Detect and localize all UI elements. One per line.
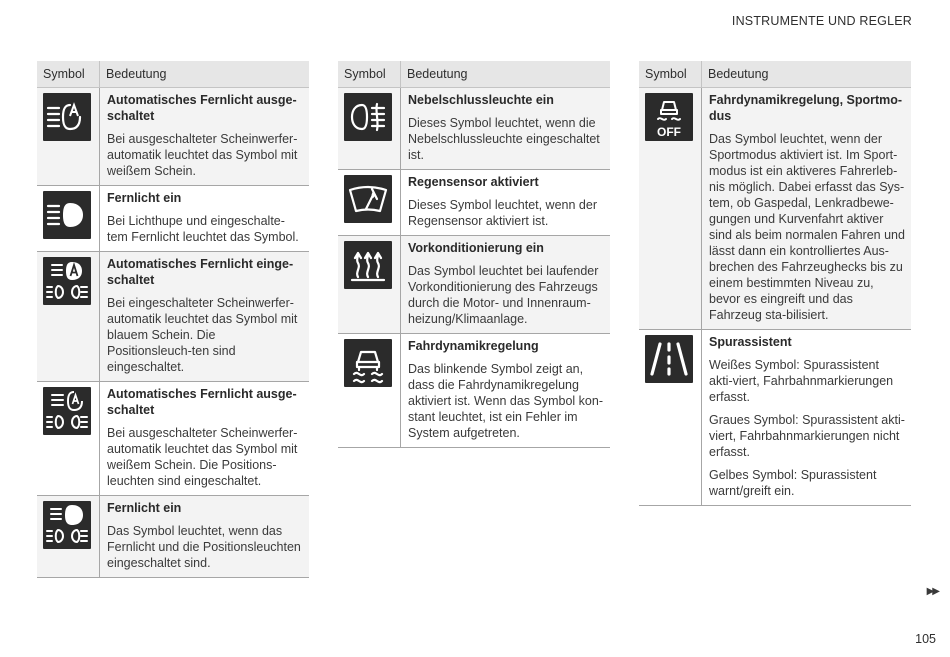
table-row (338, 236, 610, 334)
item-description: Bei eingeschalteter Scheinwerfer-automatik leuchtet das Symbol mit blauem Schein. Die Positionsleuch-ten sind eingeschaltet. (107, 296, 298, 374)
preconditioning-icon (344, 241, 392, 289)
table-row (37, 88, 309, 186)
column-header-symbol: Symbol (338, 61, 401, 88)
item-title: Nebelschlussleuchte ein (408, 93, 554, 107)
table-row (639, 88, 911, 330)
item-description: Bei ausgeschalteter Scheinwerfer-automatik leuchtet das Symbol mit weißem Schein. (107, 132, 298, 178)
symbol-table-2 (338, 61, 610, 448)
table-row (338, 334, 610, 448)
table-row (338, 88, 610, 170)
table-row (37, 186, 309, 252)
auto-high-beam-off-icon (43, 93, 91, 141)
item-description: Bei ausgeschalteter Scheinwerfer-automatik leuchtet das Symbol mit weißem Schein. Die Positions-leuchten sind eingeschaltet. (107, 426, 298, 488)
item-description: Gelbes Symbol: Spurassistent warnt/greift ein. (709, 468, 877, 498)
column-header-meaning: Bedeutung (702, 61, 912, 88)
table-row (338, 170, 610, 236)
symbol-table-3 (639, 61, 911, 506)
rain-sensor-icon (344, 175, 392, 223)
item-title: Automatisches Fernlicht einge-schaltet (107, 257, 294, 287)
stability-off-icon (645, 93, 693, 141)
item-title: Spurassistent (709, 335, 792, 349)
item-title: Regensensor aktiviert (408, 175, 539, 189)
table-row (37, 496, 309, 578)
column-header-symbol: Symbol (37, 61, 100, 88)
item-description: Das Symbol leuchtet, wenn das Fernlicht und die Positionsleuchten eingeschaltet sind. (107, 524, 301, 570)
item-title: Fernlicht ein (107, 501, 182, 515)
column-header-meaning: Bedeutung (401, 61, 611, 88)
column-header-symbol: Symbol (639, 61, 702, 88)
column-header-meaning: Bedeutung (100, 61, 310, 88)
section-title: INSTRUMENTE UND REGLER (731, 14, 912, 28)
auto-high-beam-position-icon (43, 387, 91, 435)
symbol-table-1 (37, 61, 309, 578)
item-title: Automatisches Fernlicht ausge-schaltet (107, 387, 297, 417)
item-description: Das Symbol leuchtet, wenn der Sportmodus aktiviert ist. Im Sport-modus ist ein aktiveres Fahrerleb-nis möglich. Dabei erfasst das Sys-tem, ob Gaspedal, Lenkradbewe-gungen und Kurvenfahrt aktiver sind als beim normalen Fahren und lässt dann ein kontrolliertes Aus-brechen des Fahrzeughecks bis zu einem bestimmten Niveau zu, bevor es eingreift und das Fahrzeug sta-bilisiert. (709, 132, 905, 322)
auto-high-beam-on-icon (43, 257, 91, 305)
table-row (37, 382, 309, 496)
item-description: Das blinkende Symbol zeigt an, dass die Fahrdynamikregelung aktiviert ist. Wenn das Symbol kon-stant leuchtet, ist ein Fehler im System aufgetreten. (408, 362, 603, 440)
stability-control-icon (344, 339, 392, 387)
table-row (639, 330, 911, 506)
item-description: Bei Lichthupe und eingeschalte-tem Fernlicht leuchtet das Symbol. (107, 214, 299, 244)
item-description: Dieses Symbol leuchtet, wenn die Nebelschlussleuchte eingeschaltet ist. (408, 116, 600, 162)
item-description: Das Symbol leuchtet bei laufender Vorkonditionierung des Fahrzeugs durch die Motor- und Innenraum-heizung/Klimaanlage. (408, 264, 599, 326)
high-beam-position-icon (43, 501, 91, 549)
item-description: Graues Symbol: Spurassistent akti-viert, Fahrbahnmarkierungen nicht erfasst. (709, 413, 905, 459)
item-description: Weißes Symbol: Spurassistent akti-viert, Fahrbahnmarkierungen erfasst. (709, 358, 894, 404)
high-beam-icon (43, 191, 91, 239)
item-title: Vorkonditionierung ein (408, 241, 544, 255)
lane-assist-icon (645, 335, 693, 383)
item-title: Automatisches Fernlicht ausge-schaltet (107, 93, 297, 123)
rear-fog-light-icon (344, 93, 392, 141)
item-title: Fernlicht ein (107, 191, 182, 205)
item-title: Fahrdynamikregelung, Sportmo-dus (709, 93, 903, 123)
item-description: Dieses Symbol leuchtet, wenn der Regensensor aktiviert ist. (408, 198, 597, 228)
off-label: OFF (657, 125, 681, 139)
table-row (37, 252, 309, 382)
next-page-arrows-icon[interactable]: ▶▶ (926, 586, 938, 597)
item-title: Fahrdynamikregelung (408, 339, 539, 353)
page-number: 105 (915, 632, 936, 646)
